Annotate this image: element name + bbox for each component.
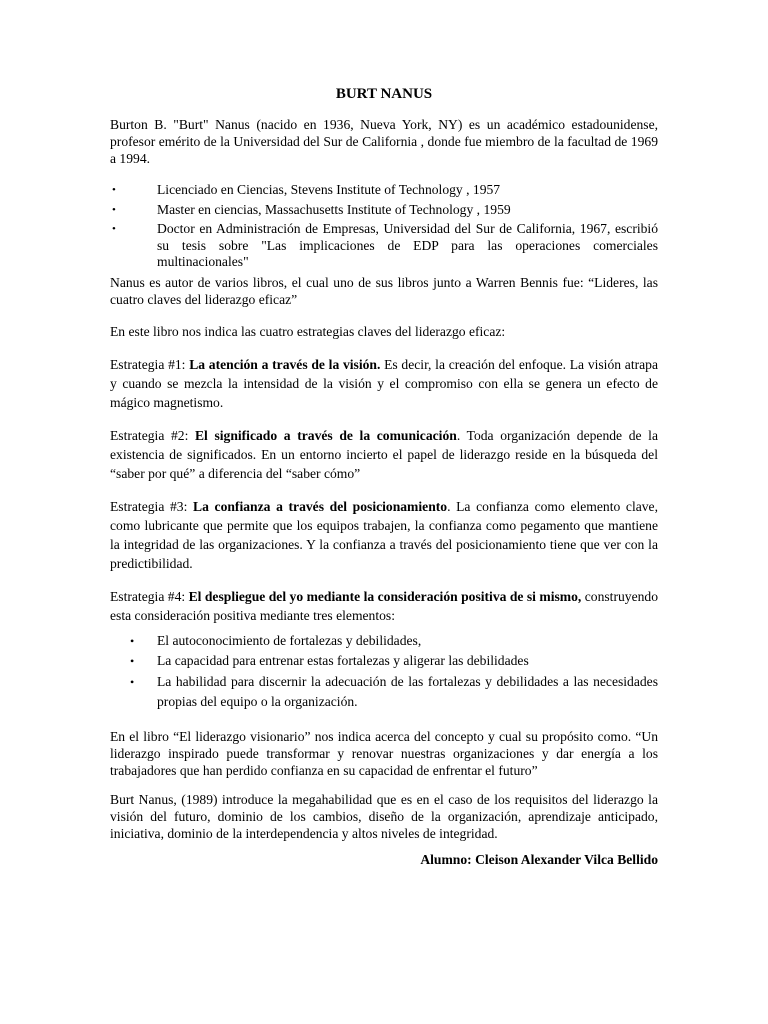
visionary-paragraph: En el libro “El liderazgo visionario” nos indica acerca del concepto y cual su propósito como. “Un liderazgo inspirado puede transformar y renovar nuestras organizaciones y dar energía a los trabajadores que han perdido confianza en su capacidad de enfrentar el futuro” bbox=[110, 728, 658, 778]
strategy-3 bbox=[110, 497, 658, 573]
strategy-prefix: Estrategia #4: bbox=[110, 588, 189, 604]
strategy-text: . Toda organización depende de la existencia de significados. En un entorno incierto el papel de liderazgo reside en la búsqueda del “saber por qué” a diferencia del “saber cómo” bbox=[110, 427, 658, 481]
list-item bbox=[110, 672, 658, 713]
document-body bbox=[110, 86, 658, 868]
bullet-icon: • bbox=[130, 674, 135, 689]
student-signature: Alumno: Cleison Alexander Vilca Bellido bbox=[420, 851, 658, 867]
list-item bbox=[110, 202, 658, 219]
list-item-text: La capacidad para entrenar estas fortalezas y aligerar las debilidades bbox=[157, 653, 529, 668]
strategy-text: Es decir, la creación del enfoque. La visión atrapa y cuando se mezcla la intensidad de la visión y el compromiso con ella se genera un efecto de mágico magnetismo. bbox=[110, 356, 658, 410]
strategy-2 bbox=[110, 426, 658, 483]
strategy-heading: La atención a través de la visión. bbox=[189, 356, 381, 372]
list-item-text: Licenciado en Ciencias, Stevens Institute of Technology , 1957 bbox=[157, 182, 501, 197]
megaskill-paragraph: Burt Nanus, (1989) introduce la megahabilidad que es en el caso de los requisitos del liderazgo la visión del futuro, dominio de los cambios, diseño de la organización, aprendizaje anticipado, iniciativa, dominio de la interdependencia y altos niveles de integridad. bbox=[110, 791, 658, 841]
strategy-heading: El significado a través de la comunicación bbox=[194, 427, 457, 443]
intro-paragraph: Burton B. "Burt" Nanus (nacido en 1936, Nueva York, NY) es un académico estadounidense, profesor emérito de la Universidad del Sur de California , donde fue miembro de la facultad de 1969 a 1994. bbox=[110, 117, 658, 166]
strategy-4 bbox=[110, 587, 658, 625]
strategy-prefix: Estrategia #3: bbox=[110, 498, 194, 514]
bullet-icon: • bbox=[130, 654, 135, 668]
list-item bbox=[110, 182, 658, 199]
bullet-icon: • bbox=[112, 223, 116, 235]
bullet-icon: • bbox=[130, 633, 135, 648]
bullet-icon: • bbox=[112, 203, 116, 216]
strategy-heading: La confianza a través del posicionamiento bbox=[193, 498, 448, 514]
list-item bbox=[110, 221, 658, 271]
strategy-text: . La confianza como elemento clave, como lubricante que permite que los equipos trabajen, la confianza como pegamento que mantiene la integridad de las organizaciones. Y la confianza a través del posicionamiento tiene que ver con la predictibilidad. bbox=[110, 498, 658, 571]
list-item-text: La habilidad para discernir la adecuación de las fortalezas y debilidades a las necesidades propias del equipo o la organización. bbox=[157, 673, 658, 709]
bullet-icon: • bbox=[112, 184, 116, 196]
strategy-text: construyendo esta consideración positiva mediante tres elementos: bbox=[110, 588, 658, 623]
strategy-prefix: Estrategia #2: bbox=[110, 427, 195, 443]
strategies-intro: En este libro nos indica las cuatro estrategias claves del liderazgo eficaz: bbox=[110, 323, 506, 339]
strategy-prefix: Estrategia #1: bbox=[110, 356, 190, 372]
list-item-text: Doctor en Administración de Empresas, Universidad del Sur de California, 1967, escribió su tesis sobre "Las implicaciones de EDP para las operaciones comerciales multinacionales" bbox=[157, 221, 658, 269]
strategy-1 bbox=[110, 355, 658, 412]
list-item bbox=[110, 651, 658, 672]
list-item bbox=[110, 631, 658, 652]
books-paragraph: Nanus es autor de varios libros, el cual uno de sus libros junto a Warren Bennis fue: “Lideres, las cuatro claves del liderazgo eficaz” bbox=[110, 274, 658, 307]
education-list bbox=[110, 182, 658, 271]
document-title: BURT NANUS bbox=[335, 86, 433, 102]
list-item-text: Master en ciencias, Massachusetts Institute of Technology , 1959 bbox=[157, 201, 511, 217]
strategy-heading: El despliegue del yo mediante la consideración positiva de si mismo, bbox=[188, 588, 582, 604]
elements-list bbox=[110, 631, 658, 713]
list-item-text: El autoconocimiento de fortalezas y debilidades, bbox=[157, 632, 422, 648]
